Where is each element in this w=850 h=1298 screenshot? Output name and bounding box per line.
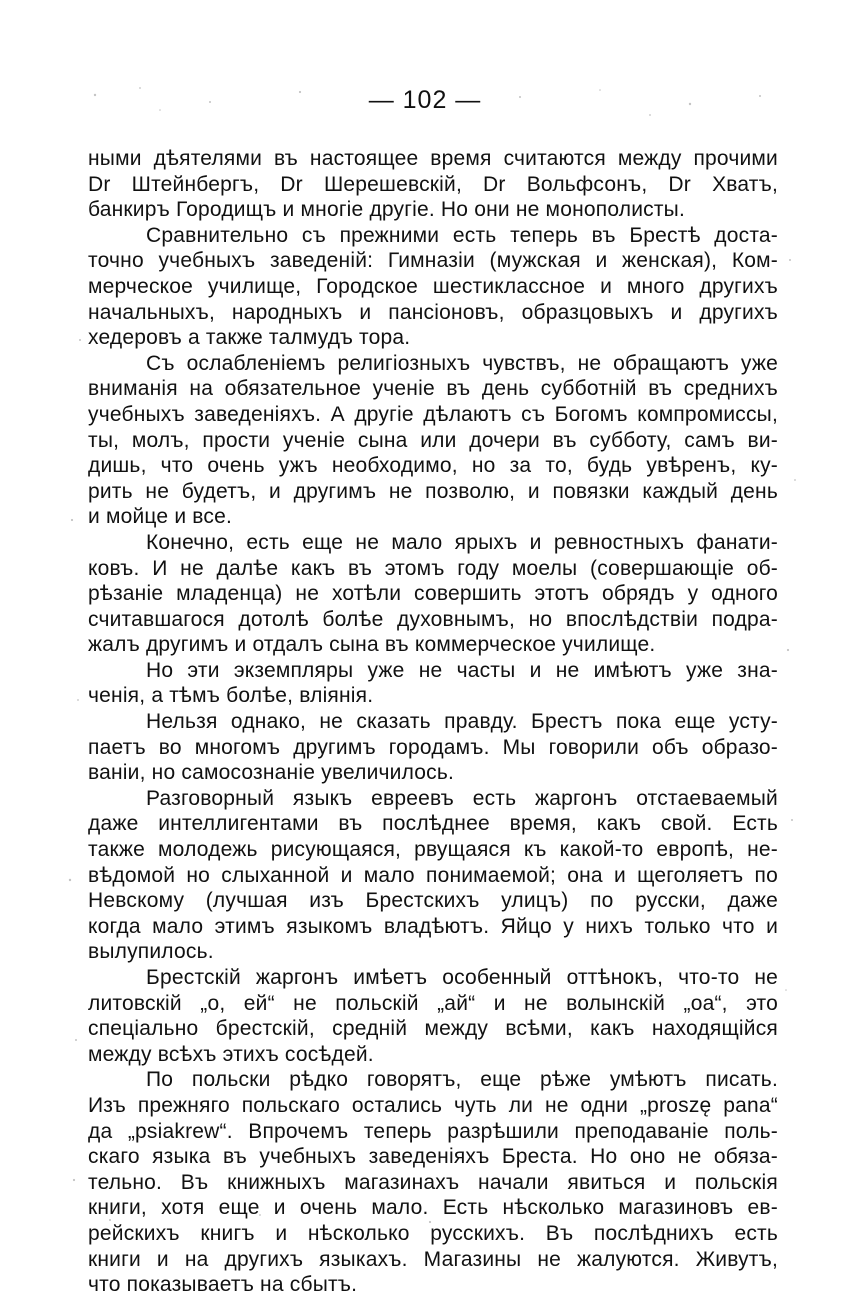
text-line: учебныхъ заведеніяхъ. А другіе дѣлаютъ съ Богомъ компромиссы, bbox=[88, 402, 778, 426]
text-line: также молодежь рисующаяся, рвущаяся къ какой-то европѣ, не- bbox=[88, 838, 778, 862]
text-line: что показываетъ на сбытъ. bbox=[88, 1273, 358, 1297]
text-line: спеціально брестскій, средній между всѣми, какъ находящійся bbox=[88, 1017, 778, 1041]
text-line: начальныхъ, народныхъ и пансіоновъ, образцовыхъ и другихъ bbox=[88, 300, 778, 324]
text-line: Нельзя однако, не сказать правду. Брестъ пока еще усту- bbox=[146, 710, 778, 734]
text-line: вылупилось. bbox=[88, 940, 214, 964]
text-line: вѣдомой но слыханной и мало понимаемой; она и щеголяетъ по bbox=[88, 863, 778, 887]
text-line: между всѣхъ этихъ сосѣдей. bbox=[88, 1042, 374, 1066]
text-line: Съ ослабленіемъ религіозныхъ чувствъ, не обращаютъ уже bbox=[146, 351, 778, 375]
text-line: дишь, что очень ужъ необходимо, но за то, будь увѣренъ, ку- bbox=[88, 454, 778, 478]
text-line: Сравнительно съ прежними есть теперь въ Брестѣ доста- bbox=[146, 223, 778, 247]
text-line: ваніи, но самосознаніе увеличилось. bbox=[88, 761, 455, 785]
text-line: хедеровъ а также талмудъ тора. bbox=[88, 326, 411, 350]
text-line: Разговорный языкъ евреевъ есть жаргонъ отстаеваемый bbox=[146, 786, 778, 810]
text-line: литовскій „о, ей“ не польскій „ай“ и не волынскій „оа“, это bbox=[88, 991, 778, 1015]
text-line: скаго языка въ учебныхъ заведеніяхъ Бреста. Но оно не обяза- bbox=[88, 1145, 778, 1169]
text-line: ковъ. И не далѣе какъ въ этомъ году моелы (совершающіе об- bbox=[88, 556, 778, 580]
text-line: Dr Штейнбергъ, Dr Шерешевскій, Dr Вольфсонъ, Dr Хватъ, bbox=[88, 172, 778, 196]
text-line: рѣзаніе младенца) не хотѣли совершить этотъ обрядъ у одного bbox=[88, 582, 778, 606]
text-line: тельно. Въ книжныхъ магазинахъ начали явиться и польскія bbox=[88, 1170, 778, 1194]
text-line: когда мало этимъ языкомъ владѣютъ. Яйцо у нихъ только что и bbox=[88, 914, 778, 938]
text-line: Изъ прежняго польскаго остались чуть ли не одни „proszę pana“ bbox=[88, 1093, 778, 1117]
text-line: Невскому (лучшая изъ Брестскихъ улицъ) по русски, даже bbox=[88, 889, 778, 913]
text-line: Конечно, есть еще не мало ярыхъ и ревностныхъ фанати- bbox=[146, 530, 778, 554]
text-line: считавшагося дотолѣ болѣе духовнымъ, но впослѣдствіи подра- bbox=[88, 607, 778, 631]
text-line: точно учебныхъ заведеній: Гимназіи (мужская и женская), Ком- bbox=[88, 249, 778, 273]
text-line: мерческое училище, Городское шестиклассное и много другихъ bbox=[88, 274, 778, 298]
text-line: Но эти экземпляры уже не часты и не имѣютъ уже зна- bbox=[146, 658, 778, 682]
text-line: ными дѣятелями въ настоящее время считаются между прочими bbox=[88, 147, 778, 170]
text-line: книги, хотя еще и очень мало. Есть нѣсколько магазиновъ ев- bbox=[88, 1196, 778, 1220]
text-line: банкиръ Городищъ и многіе другіе. Но они не монополисты. bbox=[88, 198, 685, 222]
text-line: даже интеллигентами въ послѣднее время, какъ свой. Есть bbox=[88, 812, 778, 836]
text-line: По польски рѣдко говорятъ, еще рѣже умѣютъ писать. bbox=[146, 1068, 778, 1092]
text-line: книги и на другихъ языкахъ. Магазины не жалуются. Живутъ, bbox=[88, 1247, 778, 1271]
text-line: да „psiakrew“. Впрочемъ теперь разрѣшили преподаваніе поль- bbox=[88, 1119, 778, 1143]
body-text bbox=[88, 146, 778, 1298]
page-number: — 102 — bbox=[368, 86, 482, 114]
text-line: Брестскій жаргонъ имѣетъ особенный оттѣнокъ, что-то не bbox=[146, 966, 778, 989]
text-line: рить не будетъ, и другимъ не позволю, и повязки каждый день bbox=[88, 479, 778, 503]
text-line: жалъ другимъ и отдалъ сына въ коммерческое училище. bbox=[88, 633, 656, 657]
text-line: паетъ во многомъ другимъ городамъ. Мы говорили объ образо- bbox=[88, 735, 778, 759]
text-line: ченія, а тѣмъ болѣе, вліянія. bbox=[88, 684, 374, 708]
text-line: и мойце и все. bbox=[88, 505, 233, 529]
text-line: рейскихъ книгъ и нѣсколько русскихъ. Въ послѣднихъ есть bbox=[88, 1221, 778, 1245]
text-line: вниманія на обязательное ученіе въ день субботній въ среднихъ bbox=[88, 377, 778, 401]
text-line: ты, молъ, прости ученіе сына или дочери въ субботу, самъ ви- bbox=[88, 428, 778, 452]
